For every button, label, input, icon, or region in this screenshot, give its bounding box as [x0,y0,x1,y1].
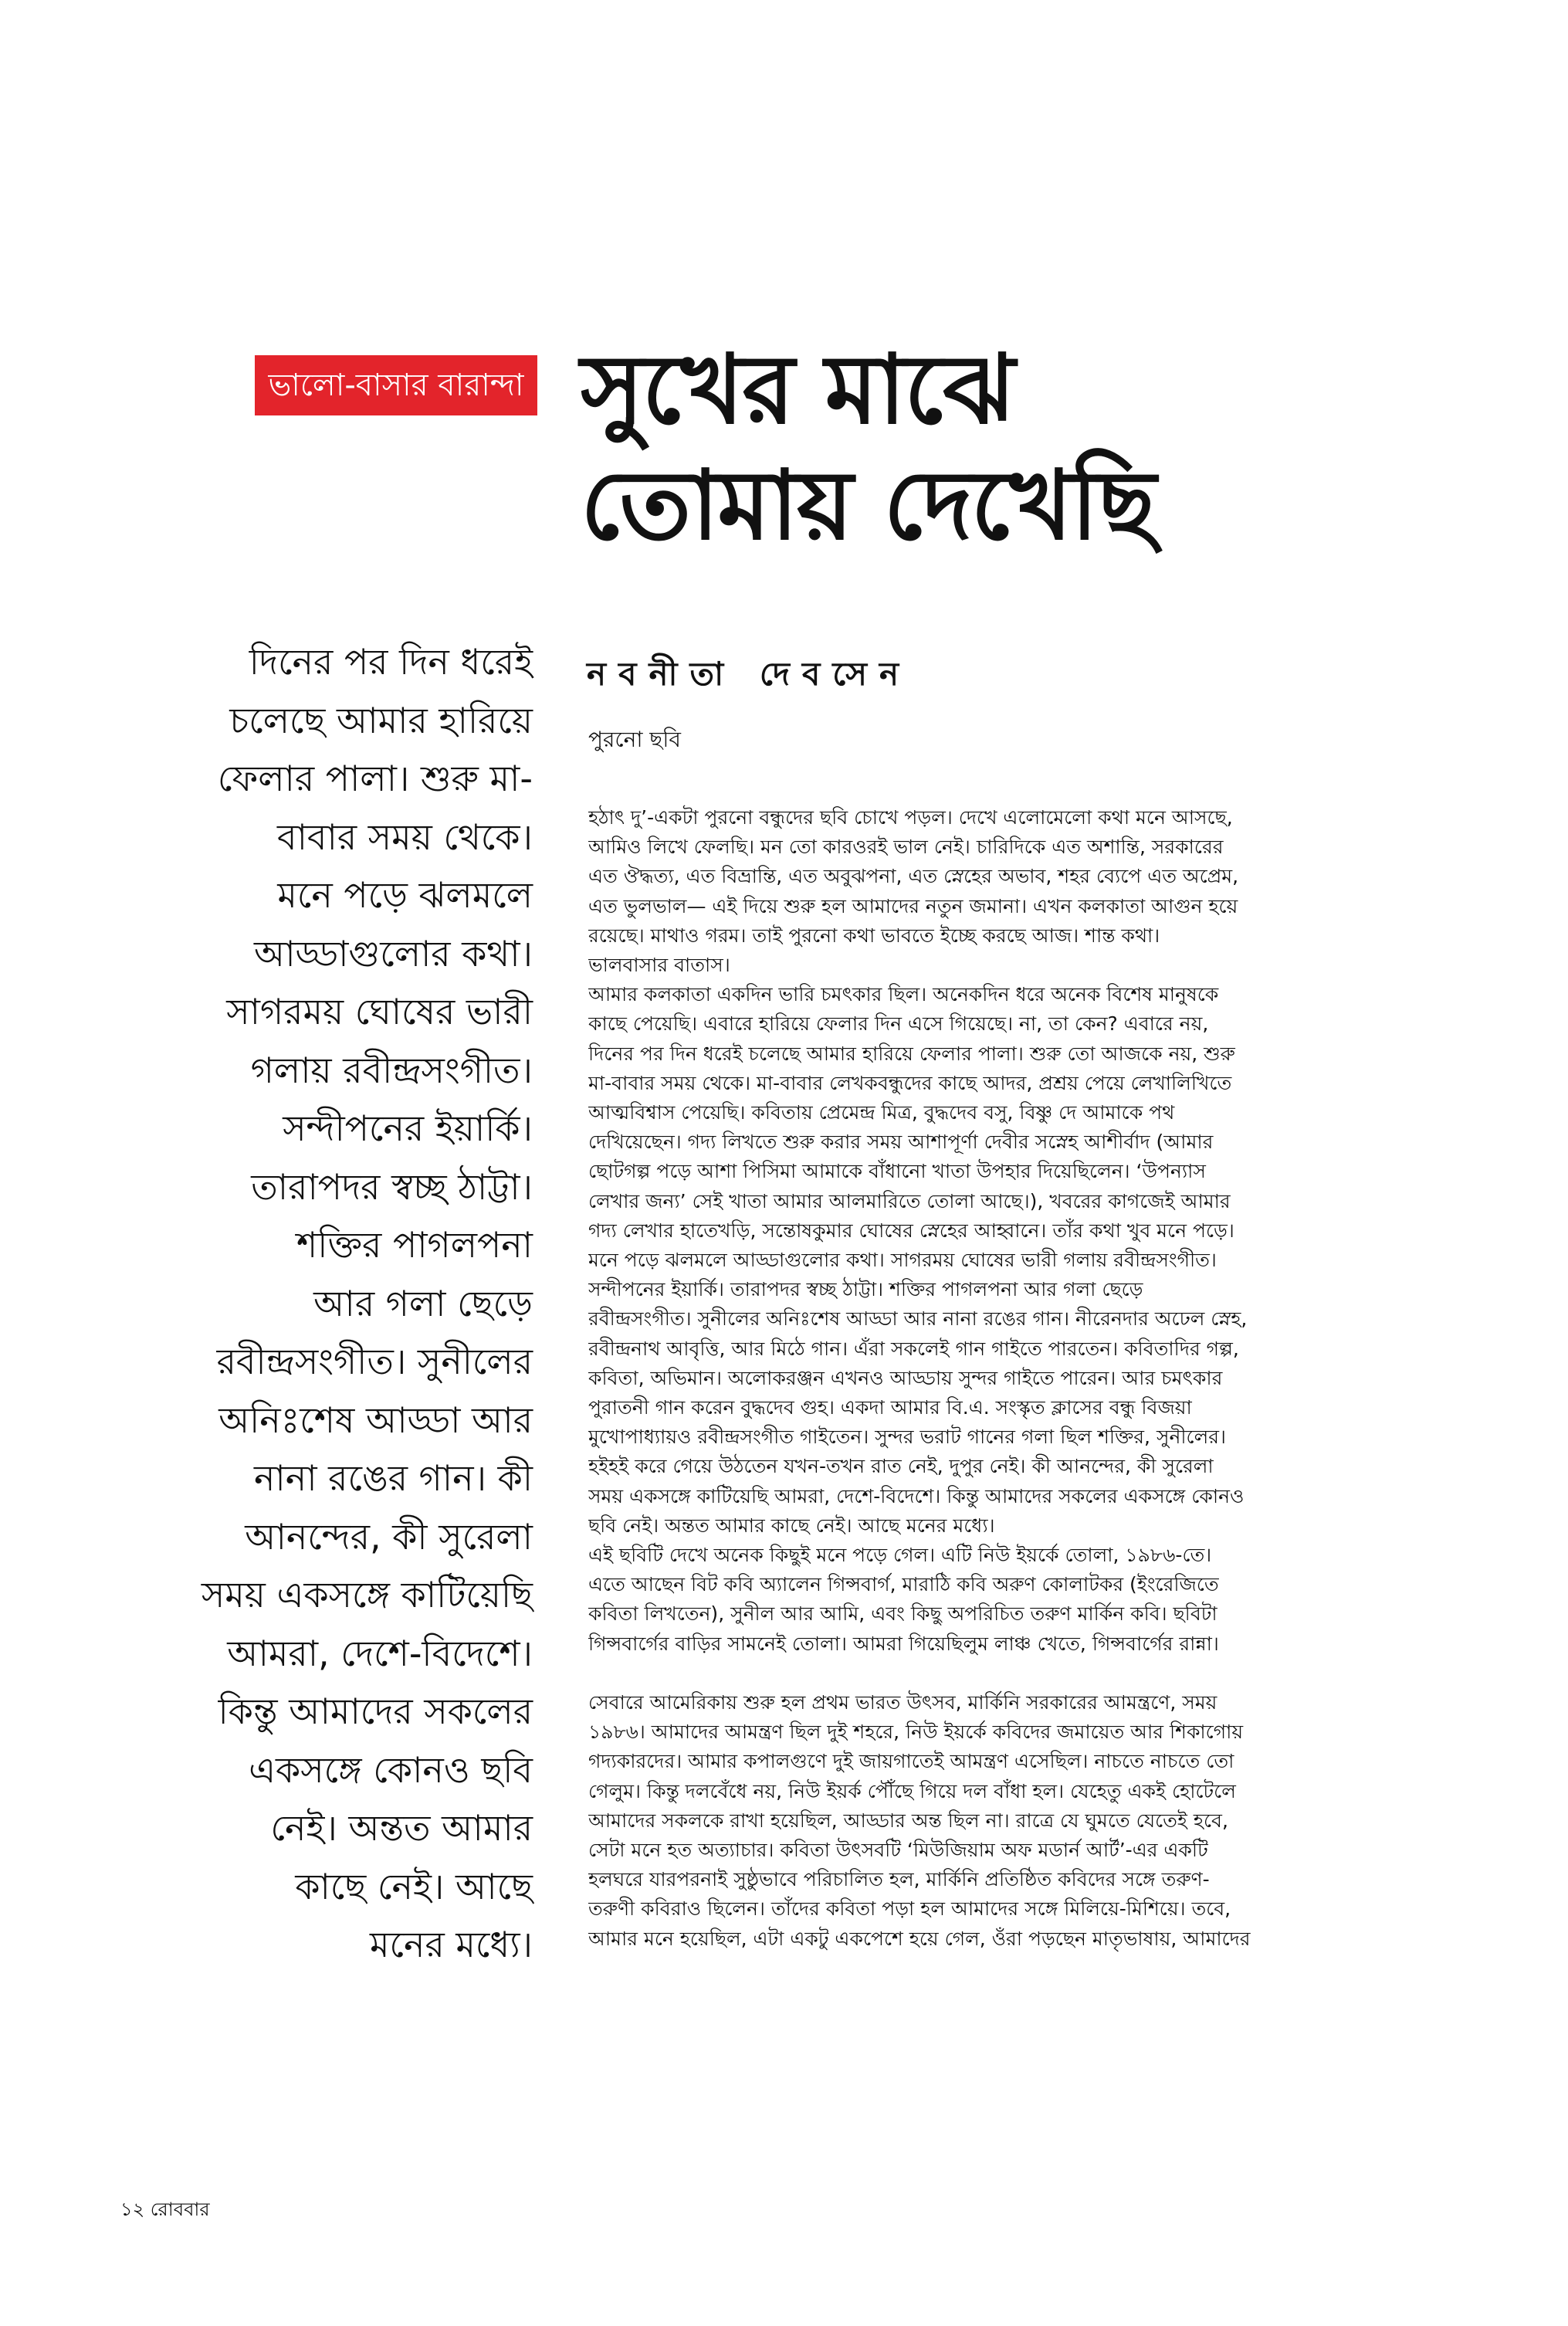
body-line: এই ছবিটি দেখে অনেক কিছুই মনে পড়ে গেল। এটি নিউ ইয়র্কে তোলা, ১৯৮৬-তে। [588,1544,1212,1567]
body-line: হলঘরে যারপরনাই সুষ্ঠুভাবে পরিচালিত হল, মার্কিনি প্রতিষ্ঠিত কবিদের সঙ্গে তরুণ- [588,1868,1210,1891]
pull-quote-line: নেই। অন্তত আমার [270,1807,533,1849]
pull-quote-line: দিনের পর দিন ধরেই [249,641,533,683]
body-line: পুরাতনী গান করেন বুদ্ধদেব গুহ। একদা আমার বি.এ. সংস্কৃত ক্লাসের বন্ধু বিজয়া [588,1396,1192,1419]
pull-quote-line: রবীন্দ্রসংগীত। সুনীলের [216,1341,533,1382]
body-line: এত ঔদ্ধত্য, এত বিভ্রান্তি, এত অবুঝপনা, এত স্নেহের অভাব, শহর ব্যেপে এত অপ্রেম, [588,865,1239,888]
pull-quote-line: সন্দীপনের ইয়ার্কি। [283,1107,533,1149]
pull-quote-line: বাবার সময় থেকে। [276,815,533,858]
pull-quote-line: ফেলার পালা। শুরু মা- [217,758,533,799]
body-line: গিন্সবার্গের বাড়ির সামনেই তোলা। আমরা গিয়েছিলুম লাঞ্চ খেতে, গিন্সবার্গের রান্না। [588,1632,1219,1655]
pull-quote-line: কিন্তু আমাদের সকলের [218,1690,533,1732]
body-line: দিনের পর দিন ধরেই চলেছে আমার হারিয়ে ফেলার পালা। শুরু তো আজকে নয়, শুরু [588,1042,1235,1065]
body-line: গদ্য লেখার হাতেখড়ি, সন্তোষকুমার ঘোষের স্নেহের আহ্বানে। তাঁর কথা খুব মনে পড়ে। [588,1219,1234,1242]
pull-quote [116,633,533,1975]
body-line: দেখিয়েছেন। গদ্য লিখতে শুরু করার সময় আশাপূর্ণা দেবীর সস্নেহ আশীর্বাদ (আমার [588,1131,1214,1154]
body-line: তরুণী কবিরাও ছিলেন। তাঁদের কবিতা পড়া হল আমাদের সঙ্গে মিলিয়ে-মিশিয়ে। তবে, [588,1897,1231,1921]
pull-quote-line: আনন্দের, কী সুরেলা [245,1515,533,1558]
body-line: সেবারে আমেরিকায় শুরু হল প্রথম ভারত উৎসব, মার্কিনি সরকারের আমন্ত্রণে, সময় [588,1690,1217,1714]
body-line: হঠাৎ দু’-একটা পুরনো বন্ধুদের ছবি চোখে পড়ল। দেখে এলোমেলো কথা মনে আসছে, [588,806,1233,829]
body-line: মা-বাবার সময় থেকে। মা-বাবার লেখকবন্ধুদের কাছে আদর, প্রশ্রয় পেয়ে লেখালিখিতে [588,1071,1232,1094]
pull-quote-line: সাগরময় ঘোষের ভারী [226,991,533,1032]
body-line: রয়েছে। মাথাও গরম। তাই পুরনো কথা ভাবতে ইচ্ছে করছে আজ। শান্ত কথা। [588,924,1160,947]
body-line: এত ভুলভাল— এই দিয়ে শুরু হল আমাদের নতুন জমানা। এখন কলকাতা আগুন হয়ে [588,894,1238,917]
pull-quote-line: তারাপদর স্বচ্ছ ঠাট্টা। [251,1165,533,1208]
body-line: গদ্যকারদের। আমার কপালগুণে দুই জায়গাতেই আমন্ত্রণ এসেছিল। নাচতে নাচতে তো [588,1750,1234,1773]
body-line: এতে আছেন বিট কবি অ্যালেন গিন্সবার্গ, মারাঠি কবি অরুণ কোলাটকর (ইংরেজিতে [588,1573,1219,1596]
body-line: ভালবাসার বাতাস। [588,954,730,977]
pull-quote-line: চলেছে আমার হারিয়ে [229,699,533,741]
pull-quote-line: আর গলা ছেড়ে [313,1282,533,1324]
paragraph-gap [588,1659,1430,1688]
pull-quote-line: শক্তির পাগলপনা [296,1224,533,1266]
body-line: সন্দীপনের ইয়ার্কি। তারাপদর স্বচ্ছ ঠাট্টা। শক্তির পাগলপনা আর গলা ছেড়ে [588,1278,1143,1301]
pull-quote-line: একসঙ্গে কোনও ছবি [249,1748,533,1791]
body-line: কবিতা লিখতেন), সুনীল আর আমি, এবং কিছু অপরিচিত তরুণ মার্কিন কবি। ছবিটা [588,1602,1217,1626]
title-line: সুখের মাঝে [581,334,1014,446]
title-line: তোমায় দেখেছি [581,449,1155,561]
body-line: সেটা মনে হত অত্যাচার। কবিতা উৎসবটি ‘মিউজিয়াম অফ মডার্ন আর্ট’-এর একটি [588,1838,1208,1861]
body-line: মুখোপাধ্যায়ও রবীন্দ্রসংগীত গাইতেন। সুন্দর ভরাট গানের গলা ছিল শক্তির, সুনীলের। [588,1426,1226,1449]
body-line: সময় একসঙ্গে কাটিয়েছি আমরা, দেশে-বিদেশে। কিন্তু আমাদের সকলের একসঙ্গে কোনও [588,1484,1245,1507]
pull-quote-line: কাছে নেই। আছে [295,1865,533,1907]
body-line: গেলুম। কিন্তু দলবেঁধে নয়, নিউ ইয়র্ক পৌঁছে গিয়ে দল বাঁধা হল। যেহেতু একই হোটেলে [588,1779,1236,1802]
pull-quote-line: গলায় রবীন্দ্রসংগীত। [250,1049,533,1091]
body-line: ছবি নেই। অন্তত আমার কাছে নেই। আছে মনের মধ্যে। [588,1514,995,1537]
pull-quote-line: আড্ডাগুলোর কথা। [253,932,533,975]
body-line: কাছে পেয়েছি। এবারে হারিয়ে ফেলার দিন এসে গিয়েছে। না, তা কেন? এবারে নয়, [588,1012,1209,1036]
body-line: আমিও লিখে ফেলছি। মন তো কারওরই ভাল নেই। চারিদিকে এত অশান্তি, সরকারের [588,836,1224,859]
section-tag: ভালো-বাসার বারান্দা [255,355,537,415]
body-line: হইহই করে গেয়ে উঠতেন যখন-তখন রাত নেই, দুপুর নেই। কী আনন্দের, কী সুরেলা [588,1455,1214,1478]
subheading: পুরনো ছবি [588,727,681,752]
body-line: আমাদের সকলকে রাখা হয়েছিল, আড্ডার অন্ত ছিল না। রাত্রে যে ঘুমতে যেতেই হবে, [588,1809,1228,1832]
author-byline: নবনীতা দেবসেন [587,655,912,693]
body-line: লেখার জন্য’ সেই খাতা আমার আলমারিতে তোলা আছে।), খবরের কাগজেই আমার [588,1189,1231,1212]
body-line: মনে পড়ে ঝলমলে আড্ডাগুলোর কথা। সাগরময় ঘোষের ভারী গলায় রবীন্দ্রসংগীত। [588,1249,1217,1272]
article-body [588,803,1430,1954]
body-line: আত্মবিশ্বাস পেয়েছি। কবিতায় প্রেমেন্দ্র মিত্র, বুদ্ধদেব বসু, বিষ্ণু দে আমাকে পথ [588,1101,1175,1124]
pull-quote-line: মনে পড়ে ঝলমলে [277,874,533,916]
body-line: ছোটগল্প পড়ে আশা পিসিমা আমাকে বাঁধানো খাতা উপহার দিয়েছিলেন। ‘উপন্যাস [588,1160,1206,1183]
body-line: ১৯৮৬। আমাদের আমন্ত্রণ ছিল দুই শহরে, নিউ ইয়র্কে কবিদের জমায়েত আর শিকাগোয় [588,1721,1244,1744]
pull-quote-line: নানা রঙের গান। কী [253,1457,533,1499]
body-line: আমার কলকাতা একদিন ভারি চমৎকার ছিল। অনেকদিন ধরে অনেক বিশেষ মানুষকে [588,983,1219,1006]
pull-quote-line: সময় একসঙ্গে কাটিয়েছি [201,1574,533,1616]
pull-quote-line: আমরা, দেশে-বিদেশে। [227,1632,533,1674]
page-footer: ১২ রোববার [120,2199,210,2220]
body-line: আমার মনে হয়েছিল, এটা একটু একপেশে হয়ে গেল, ওঁরা পড়ছেন মাতৃভাষায়, আমাদের [588,1927,1251,1950]
body-line: কবিতা, অভিমান। অলোকরঞ্জন এখনও আড্ডায় সুন্দর গাইতে পারেন। আর চমৎকার [588,1366,1223,1389]
pull-quote-line: মনের মধ্যে। [369,1924,533,1965]
pull-quote-line: অনিঃশেষ আড্ডা আর [218,1399,533,1441]
body-line: রবীন্দ্রসংগীত। সুনীলের অনিঃশেষ আড্ডা আর নানা রঙের গান। নীরেনদার অঢেল স্নেহ, [588,1307,1248,1331]
body-line: রবীন্দ্রনাথ আবৃত্তি, আর মিঠে গান। এঁরা সকলেই গান গাইতে পারতেন। কবিতাদির গল্প, [588,1337,1239,1360]
article-title [581,332,1507,564]
